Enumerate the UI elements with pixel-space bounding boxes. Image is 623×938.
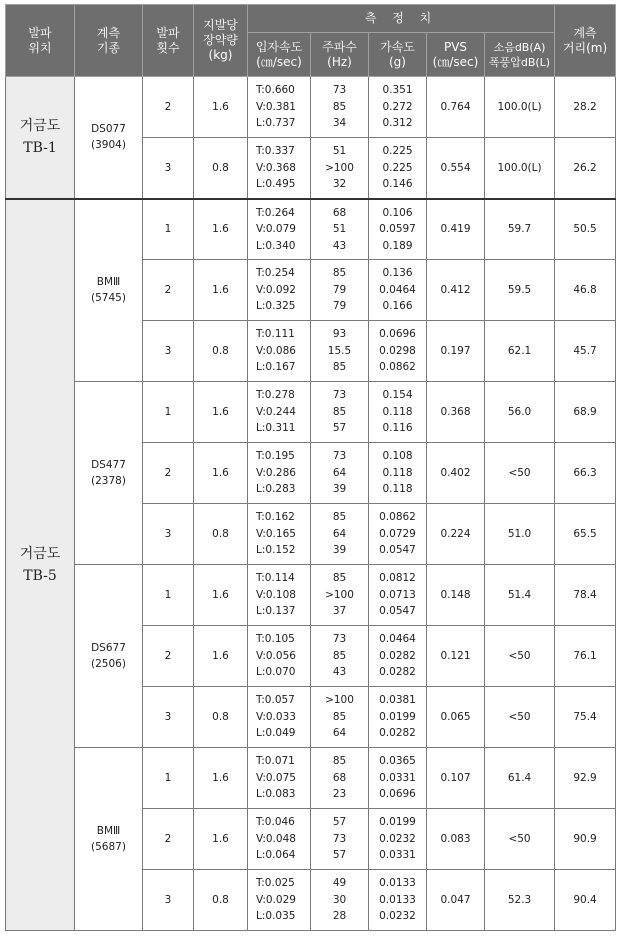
stacked-value: 0.136 <box>382 267 413 280</box>
noise-cell: 51.4 <box>485 565 555 626</box>
stacked-value: V:0.381 <box>256 100 296 113</box>
frequency-cell <box>311 504 369 565</box>
stacked-value: L:0.049 <box>256 727 296 740</box>
blast-no-cell: 3 <box>143 504 194 565</box>
stacked-value: 0.118 <box>382 483 413 496</box>
stacked-value: 0.116 <box>382 422 413 435</box>
noise-cell: 59.7 <box>485 199 555 260</box>
stacked-value: 0.0133 <box>379 893 416 906</box>
stacked-value: L:0.737 <box>256 117 296 130</box>
blast-no-cell: 2 <box>143 443 194 504</box>
stacked-value: T:0.264 <box>256 206 295 219</box>
stacked-value: L:0.064 <box>256 849 296 862</box>
stacked-value: 0.0133 <box>379 877 416 890</box>
accel-cell <box>369 565 427 626</box>
blast-no-cell: 1 <box>143 748 194 809</box>
stacked-value: T:0.195 <box>256 450 295 463</box>
device-cell: DS477 (2378) <box>75 382 143 565</box>
stacked-value: 0.0199 <box>379 816 416 829</box>
charge-cell: 0.8 <box>194 687 248 748</box>
stacked-value: L:0.283 <box>256 483 296 496</box>
frequency-cell <box>311 687 369 748</box>
stacked-value: 0.118 <box>382 466 413 479</box>
frequency-cell <box>311 260 369 321</box>
device-cell: DS677 (2506) <box>75 565 143 748</box>
stacked-value: 68 <box>332 206 347 219</box>
stacked-value: L:0.340 <box>256 239 296 252</box>
stacked-value: 0.0547 <box>379 544 416 557</box>
stacked-value: 93 <box>332 328 347 341</box>
stacked-value: 0.189 <box>382 239 413 252</box>
noise-cell: <50 <box>485 809 555 870</box>
charge-cell: 1.6 <box>194 260 248 321</box>
pvs-cell: 0.148 <box>427 565 485 626</box>
distance-cell: 46.8 <box>555 260 616 321</box>
stacked-value: 64 <box>332 466 347 479</box>
stacked-value: >100 <box>325 694 354 707</box>
distance-cell: 45.7 <box>555 321 616 382</box>
stacked-value: 28 <box>332 910 347 923</box>
frequency-cell <box>311 382 369 443</box>
stacked-value: 39 <box>332 483 347 496</box>
blast-no-cell: 1 <box>143 199 194 260</box>
velocity-cell <box>248 321 311 382</box>
stacked-value: 85 <box>332 267 347 280</box>
charge-cell: 1.6 <box>194 565 248 626</box>
stacked-value: 43 <box>332 239 347 252</box>
frequency-cell <box>311 443 369 504</box>
charge-cell: 0.8 <box>194 321 248 382</box>
stacked-value: 0.0464 <box>379 283 416 296</box>
velocity-cell <box>248 260 311 321</box>
stacked-value: 57 <box>332 816 347 829</box>
velocity-cell <box>248 809 311 870</box>
pvs-cell: 0.083 <box>427 809 485 870</box>
distance-cell: 92.9 <box>555 748 616 809</box>
blast-no-cell: 2 <box>143 77 194 138</box>
stacked-value: V:0.075 <box>256 771 296 784</box>
stacked-value: T:0.254 <box>256 267 295 280</box>
stacked-value: 57 <box>332 422 347 435</box>
stacked-value: 0.0282 <box>379 666 416 679</box>
stacked-value: 0.0696 <box>379 328 416 341</box>
accel-cell <box>369 443 427 504</box>
pvs-cell: 0.065 <box>427 687 485 748</box>
table-row <box>6 382 616 443</box>
stacked-value: V:0.029 <box>256 893 296 906</box>
stacked-value: L:0.495 <box>256 178 296 190</box>
frequency-cell <box>311 321 369 382</box>
stacked-value: 0.0298 <box>379 344 416 357</box>
velocity-cell <box>248 748 311 809</box>
stacked-value: 68 <box>332 771 347 784</box>
stacked-value: 0.0331 <box>379 849 416 862</box>
noise-cell: 100.0(L) <box>485 138 555 199</box>
charge-cell: 1.6 <box>194 77 248 138</box>
stacked-value: V:0.092 <box>256 283 296 296</box>
stacked-value: 51 <box>332 223 347 235</box>
stacked-value: 0.0381 <box>379 694 416 707</box>
distance-cell: 75.4 <box>555 687 616 748</box>
stacked-value: 85 <box>332 710 347 723</box>
accel-cell <box>369 504 427 565</box>
frequency-cell <box>311 626 369 687</box>
stacked-value: 85 <box>332 755 347 768</box>
frequency-cell <box>311 77 369 138</box>
table-row <box>6 77 616 138</box>
site-cell: 거금도 TB-5 <box>6 199 75 931</box>
site-cell: 거금도 TB-1 <box>6 77 75 199</box>
distance-cell: 90.4 <box>555 870 616 931</box>
charge-cell: 0.8 <box>194 138 248 199</box>
stacked-value: 64 <box>332 727 347 740</box>
stacked-value: 34 <box>332 117 347 130</box>
stacked-value: V:0.056 <box>256 649 296 662</box>
accel-cell <box>369 809 427 870</box>
frequency-cell <box>311 199 369 260</box>
stacked-value: V:0.048 <box>256 832 296 845</box>
stacked-value: 0.0713 <box>379 588 416 601</box>
stacked-value: 0.0862 <box>379 361 416 374</box>
pvs-cell: 0.554 <box>427 138 485 199</box>
accel-cell <box>369 260 427 321</box>
stacked-value: T:0.105 <box>256 633 295 646</box>
stacked-value: T:0.337 <box>256 145 295 157</box>
header-velocity: 입자속도 (㎝/sec) <box>248 33 311 77</box>
frequency-cell <box>311 748 369 809</box>
stacked-value: 51 <box>332 145 347 157</box>
distance-cell: 65.5 <box>555 504 616 565</box>
accel-cell <box>369 748 427 809</box>
stacked-value: 0.0812 <box>379 572 416 585</box>
stacked-value: 0.351 <box>382 84 413 97</box>
header-device: 계측 기종 <box>75 5 143 77</box>
stacked-value: 64 <box>332 527 347 540</box>
noise-cell: 100.0(L) <box>485 77 555 138</box>
blast-no-cell: 1 <box>143 382 194 443</box>
header-pvs: PVS (㎝/sec) <box>427 33 485 77</box>
stacked-value: V:0.244 <box>256 405 296 418</box>
noise-cell: <50 <box>485 626 555 687</box>
noise-cell: 62.1 <box>485 321 555 382</box>
stacked-value: 73 <box>332 450 347 463</box>
noise-cell: <50 <box>485 687 555 748</box>
charge-cell: 0.8 <box>194 504 248 565</box>
accel-cell <box>369 382 427 443</box>
distance-cell: 50.5 <box>555 199 616 260</box>
stacked-value: 85 <box>332 405 347 418</box>
stacked-value: 0.0547 <box>379 605 416 618</box>
stacked-value: L:0.311 <box>256 422 296 435</box>
stacked-value: V:0.079 <box>256 223 296 235</box>
stacked-value: 0.225 <box>382 145 413 157</box>
noise-cell: 59.5 <box>485 260 555 321</box>
stacked-value: 0.225 <box>382 161 413 174</box>
velocity-cell <box>248 138 311 199</box>
stacked-value: T:0.111 <box>256 328 295 341</box>
pvs-cell: 0.224 <box>427 504 485 565</box>
device-cell: BMⅢ (5687) <box>75 748 143 931</box>
stacked-value: 73 <box>332 84 347 97</box>
stacked-value: V:0.368 <box>256 161 296 174</box>
stacked-value: T:0.114 <box>256 572 295 585</box>
frequency-cell <box>311 809 369 870</box>
stacked-value: 0.146 <box>382 178 413 190</box>
noise-cell: 52.3 <box>485 870 555 931</box>
stacked-value: 73 <box>332 389 347 402</box>
stacked-value: 85 <box>332 572 347 585</box>
stacked-value: 0.154 <box>382 389 413 402</box>
header-site: 발파 위치 <box>6 5 75 77</box>
charge-cell: 1.6 <box>194 443 248 504</box>
table-row <box>6 748 616 809</box>
pvs-cell: 0.047 <box>427 870 485 931</box>
charge-cell: 1.6 <box>194 809 248 870</box>
charge-cell: 1.6 <box>194 199 248 260</box>
pvs-cell: 0.197 <box>427 321 485 382</box>
stacked-value: V:0.165 <box>256 527 296 540</box>
pvs-cell: 0.764 <box>427 77 485 138</box>
pvs-cell: 0.368 <box>427 382 485 443</box>
stacked-value: 85 <box>332 649 347 662</box>
blast-no-cell: 1 <box>143 565 194 626</box>
stacked-value: 0.108 <box>382 450 413 463</box>
blast-no-cell: 3 <box>143 687 194 748</box>
noise-cell: 61.4 <box>485 748 555 809</box>
stacked-value: 73 <box>332 633 347 646</box>
header-frequency: 주파수 (Hz) <box>311 33 369 77</box>
stacked-value: 0.0232 <box>379 832 416 845</box>
stacked-value: 0.0696 <box>379 788 416 801</box>
stacked-value: 85 <box>332 361 347 374</box>
header-blast-no: 발파 횟수 <box>143 5 194 77</box>
stacked-value: L:0.083 <box>256 788 296 801</box>
header-charge: 지발당 장약량 (kg) <box>194 5 248 77</box>
velocity-cell <box>248 626 311 687</box>
blast-no-cell: 2 <box>143 626 194 687</box>
table-body <box>6 77 616 931</box>
blast-no-cell: 2 <box>143 809 194 870</box>
header-measured-group: 측 정 치 <box>248 5 555 33</box>
accel-cell <box>369 687 427 748</box>
stacked-value: 0.0464 <box>379 633 416 646</box>
pvs-cell: 0.121 <box>427 626 485 687</box>
stacked-value: 57 <box>332 849 347 862</box>
stacked-value: T:0.071 <box>256 755 295 768</box>
stacked-value: T:0.278 <box>256 389 295 402</box>
frequency-cell <box>311 565 369 626</box>
pvs-cell: 0.419 <box>427 199 485 260</box>
stacked-value: L:0.070 <box>256 666 296 679</box>
stacked-value: 43 <box>332 666 347 679</box>
distance-cell: 90.9 <box>555 809 616 870</box>
stacked-value: 0.166 <box>382 300 413 313</box>
pvs-cell: 0.107 <box>427 748 485 809</box>
blast-no-cell: 3 <box>143 321 194 382</box>
stacked-value: V:0.086 <box>256 344 296 357</box>
velocity-cell <box>248 382 311 443</box>
stacked-value: V:0.286 <box>256 466 296 479</box>
distance-cell: 66.3 <box>555 443 616 504</box>
header-distance: 계측 거리(m) <box>555 5 616 77</box>
frequency-cell <box>311 138 369 199</box>
distance-cell: 68.9 <box>555 382 616 443</box>
stacked-value: 37 <box>332 605 347 618</box>
vibration-measurement-table <box>5 4 616 931</box>
accel-cell <box>369 870 427 931</box>
velocity-cell <box>248 565 311 626</box>
header-accel: 가속도 (g) <box>369 33 427 77</box>
stacked-value: 0.312 <box>382 117 413 130</box>
device-cell: BMⅢ (5745) <box>75 199 143 382</box>
stacked-value: 39 <box>332 544 347 557</box>
stacked-value: 30 <box>332 893 347 906</box>
pvs-cell: 0.412 <box>427 260 485 321</box>
stacked-value: T:0.660 <box>256 84 295 97</box>
velocity-cell <box>248 504 311 565</box>
stacked-value: 0.0597 <box>379 223 416 235</box>
charge-cell: 1.6 <box>194 382 248 443</box>
stacked-value: V:0.033 <box>256 710 296 723</box>
accel-cell <box>369 626 427 687</box>
stacked-value: 85 <box>332 100 347 113</box>
distance-cell: 26.2 <box>555 138 616 199</box>
stacked-value: 0.0365 <box>379 755 416 768</box>
stacked-value: 73 <box>332 832 347 845</box>
device-cell: DS077 (3904) <box>75 77 143 199</box>
stacked-value: 0.106 <box>382 206 413 219</box>
noise-cell: 51.0 <box>485 504 555 565</box>
frequency-cell <box>311 870 369 931</box>
table-row <box>6 199 616 260</box>
stacked-value: 0.272 <box>382 100 413 113</box>
stacked-value: L:0.325 <box>256 300 296 313</box>
pvs-cell: 0.402 <box>427 443 485 504</box>
noise-cell: <50 <box>485 443 555 504</box>
stacked-value: 79 <box>332 300 347 313</box>
accel-cell <box>369 77 427 138</box>
stacked-value: L:0.152 <box>256 544 296 557</box>
velocity-cell <box>248 443 311 504</box>
vibration-table-container <box>5 4 615 931</box>
stacked-value: T:0.057 <box>256 694 295 707</box>
stacked-value: 0.0862 <box>379 511 416 524</box>
stacked-value: V:0.108 <box>256 588 296 601</box>
stacked-value: 0.0199 <box>379 710 416 723</box>
accel-cell <box>369 199 427 260</box>
distance-cell: 76.1 <box>555 626 616 687</box>
stacked-value: L:0.137 <box>256 605 296 618</box>
table-row <box>6 565 616 626</box>
stacked-value: 0.0331 <box>379 771 416 784</box>
stacked-value: 0.0282 <box>379 649 416 662</box>
stacked-value: T:0.162 <box>256 511 295 524</box>
stacked-value: >100 <box>325 588 354 601</box>
blast-no-cell: 3 <box>143 870 194 931</box>
blast-no-cell: 3 <box>143 138 194 199</box>
table-header <box>6 5 616 77</box>
noise-cell: 56.0 <box>485 382 555 443</box>
stacked-value: 0.0729 <box>379 527 416 540</box>
velocity-cell <box>248 687 311 748</box>
stacked-value: 85 <box>332 511 347 524</box>
accel-cell <box>369 321 427 382</box>
velocity-cell <box>248 870 311 931</box>
velocity-cell <box>248 199 311 260</box>
charge-cell: 1.6 <box>194 626 248 687</box>
stacked-value: 0.0232 <box>379 910 416 923</box>
stacked-value: >100 <box>325 161 354 174</box>
stacked-value: T:0.025 <box>256 877 295 890</box>
charge-cell: 0.8 <box>194 870 248 931</box>
stacked-value: 79 <box>332 283 347 296</box>
stacked-value: 23 <box>332 788 347 801</box>
stacked-value: 49 <box>332 877 347 890</box>
stacked-value: 15.5 <box>327 344 352 357</box>
stacked-value: 32 <box>332 178 347 190</box>
charge-cell: 1.6 <box>194 748 248 809</box>
stacked-value: L:0.167 <box>256 361 296 374</box>
stacked-value: 0.0282 <box>379 727 416 740</box>
header-noise: 소음dB(A) 폭풍압dB(L) <box>485 33 555 77</box>
accel-cell <box>369 138 427 199</box>
blast-no-cell: 2 <box>143 260 194 321</box>
velocity-cell <box>248 77 311 138</box>
stacked-value: T:0.046 <box>256 816 295 829</box>
distance-cell: 28.2 <box>555 77 616 138</box>
stacked-value: 0.118 <box>382 405 413 418</box>
distance-cell: 78.4 <box>555 565 616 626</box>
stacked-value: L:0.035 <box>256 910 296 923</box>
